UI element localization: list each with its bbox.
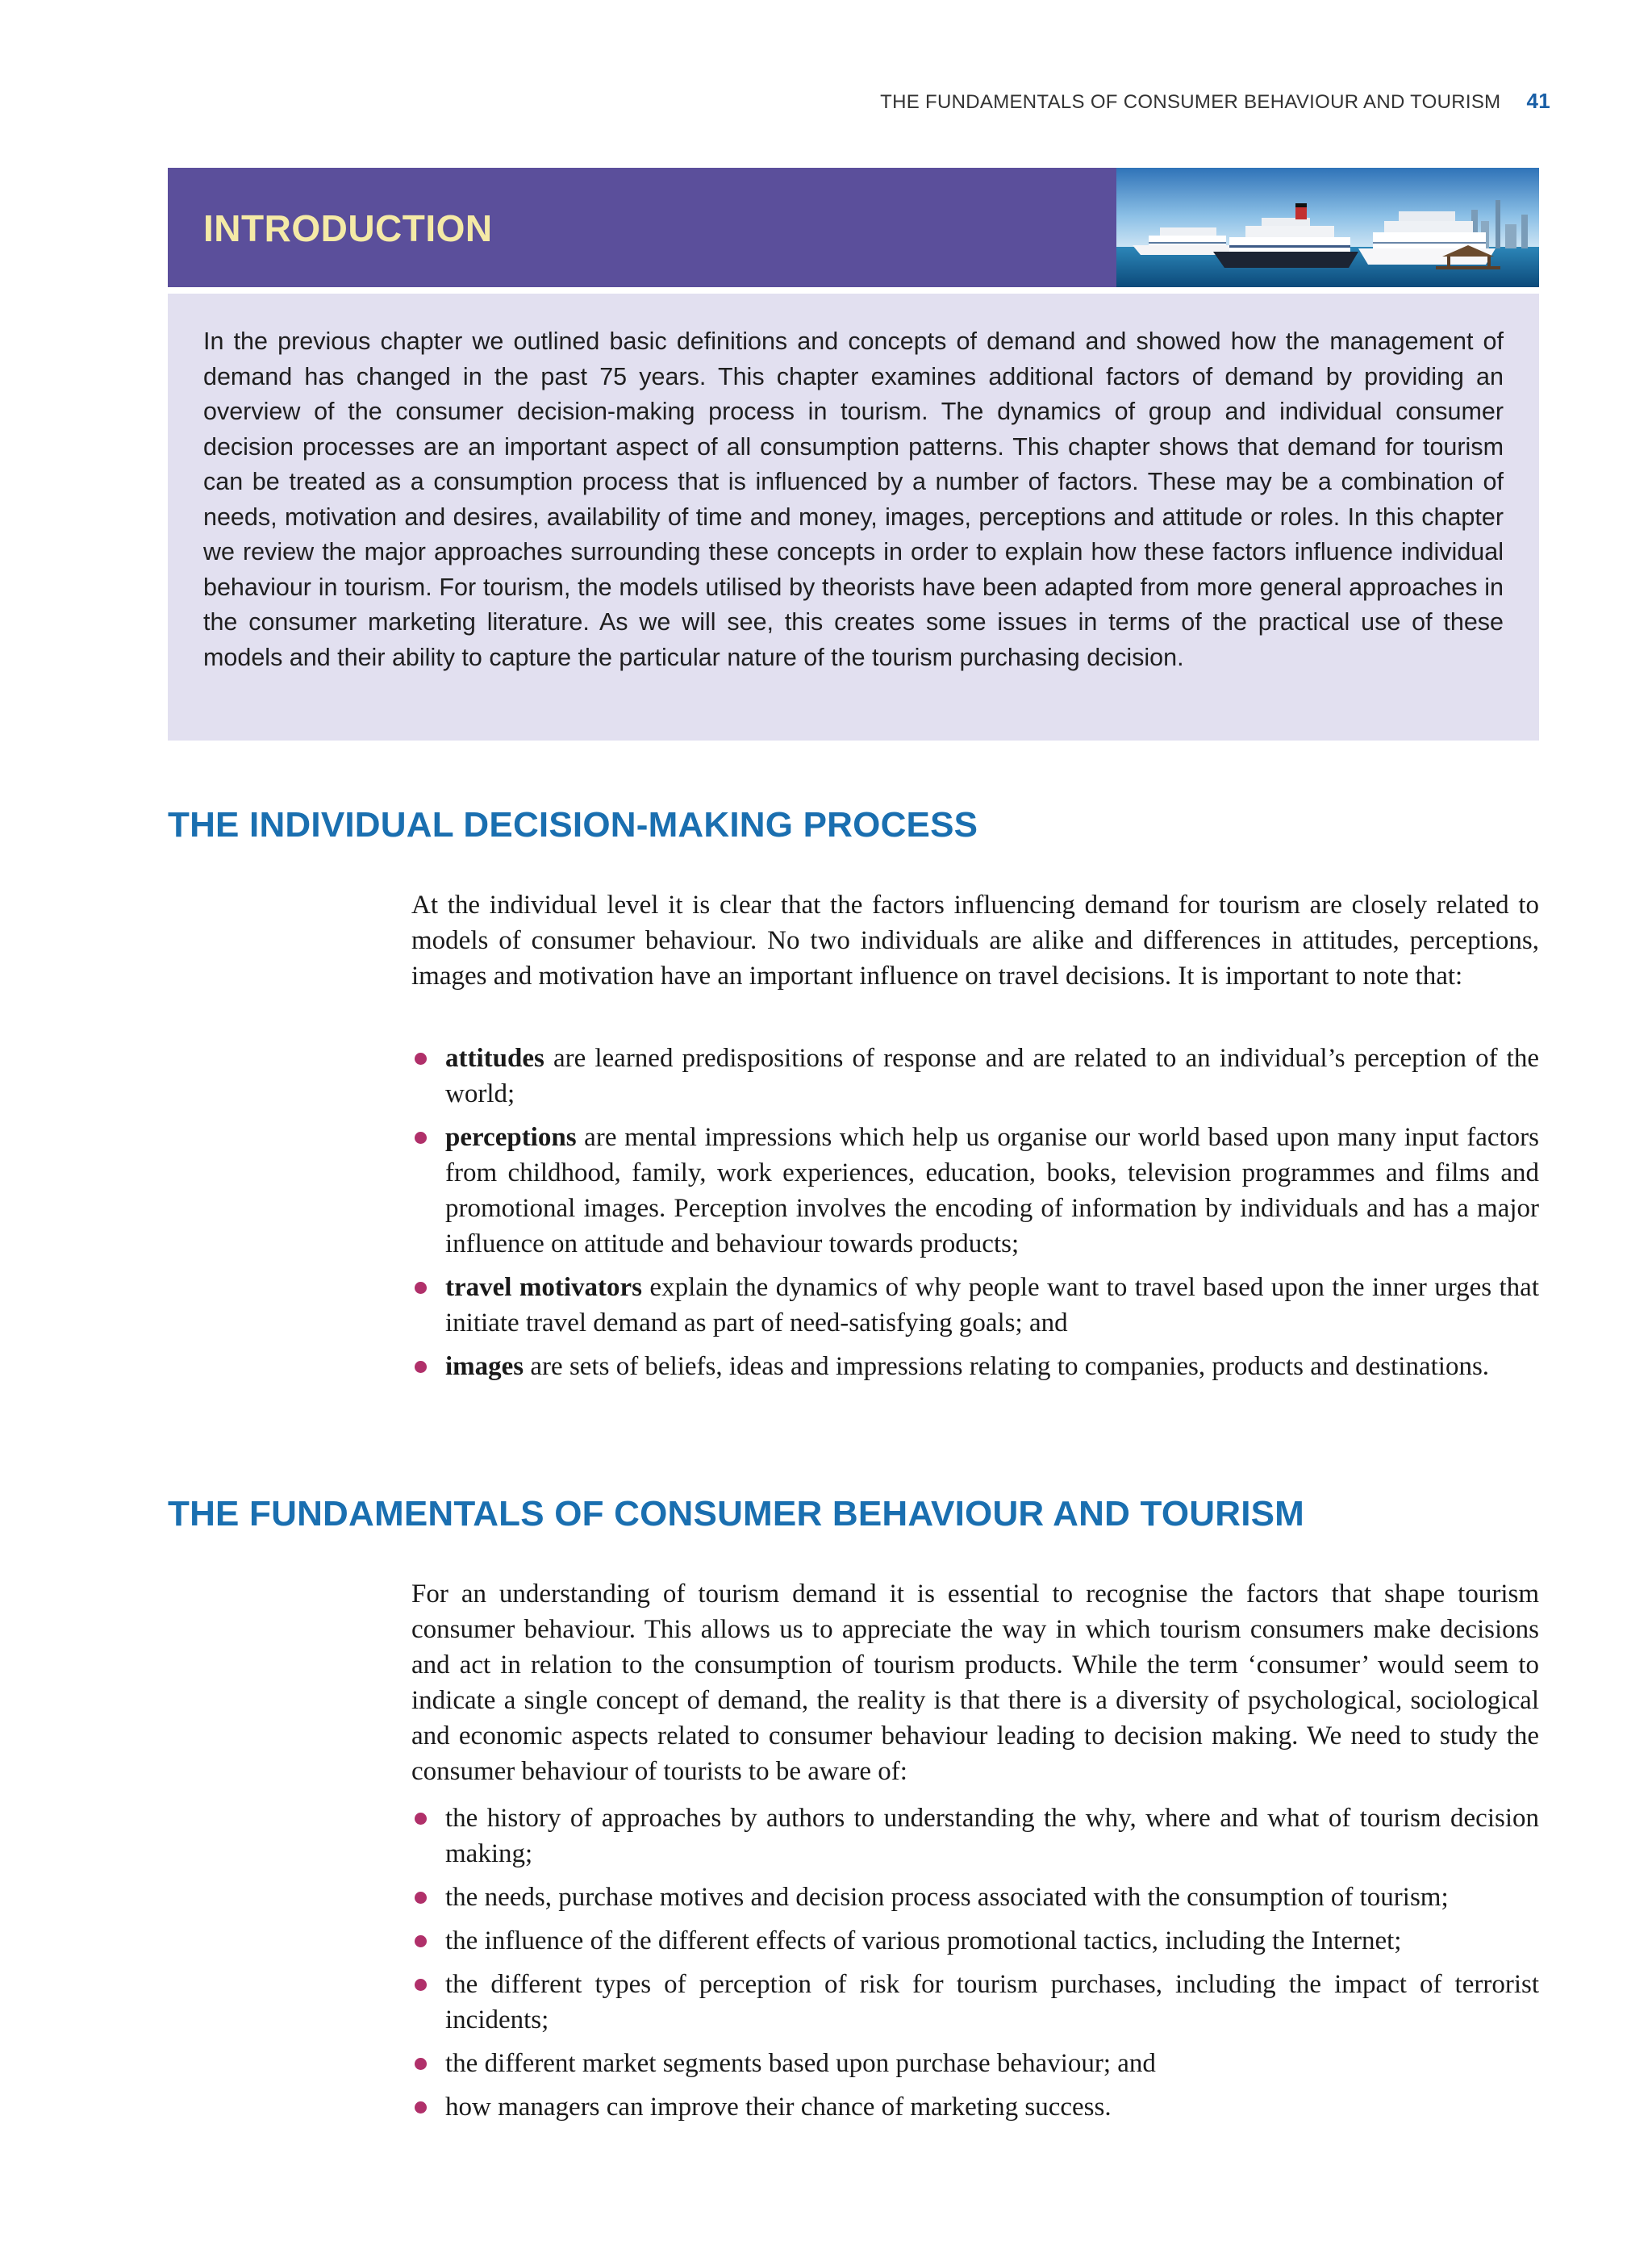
section-heading-fundamentals: THE FUNDAMENTALS OF CONSUMER BEHAVIOUR AND TOURISM — [168, 1494, 1305, 1534]
bullet-dot-icon — [415, 1282, 427, 1294]
list-item — [411, 1923, 1539, 1959]
list-item — [411, 1349, 1539, 1384]
bullet-text: the influence of the different effects of various promotional tactics, including the Internet; — [445, 1926, 1402, 1955]
section1-bullet-list — [411, 1041, 1539, 1392]
bullet-text: the different types of perception of risk for tourism purchases, including the impact of terrorist incidents; — [445, 1970, 1539, 2034]
page-number: 41 — [1526, 89, 1550, 113]
bullet-dot-icon — [415, 1935, 427, 1947]
bullet-text: are mental impressions which help us organise our world based upon many input factors from childhood, family, work experiences, education, books, television programmes and films and promotional images. Perception involves the encoding of information by individuals and has a major influence on attitude and behaviour towards products; — [445, 1123, 1539, 1258]
section2-bullet-list — [411, 1801, 1539, 2133]
running-head-title: THE FUNDAMENTALS OF CONSUMER BEHAVIOUR AND TOURISM — [880, 91, 1501, 113]
bullet-term: perceptions — [445, 1123, 577, 1152]
introduction-box — [168, 294, 1539, 741]
list-item — [411, 1801, 1539, 1872]
bullet-dot-icon — [415, 2058, 427, 2070]
section-heading-individual-decision-making: THE INDIVIDUAL DECISION-MAKING PROCESS — [168, 805, 978, 845]
bullet-text: are learned predispositions of response and are related to an individual’s perception of the world; — [445, 1044, 1539, 1108]
bullet-text: explain the dynamics of why people want to travel based upon the inner urges that initiate travel demand as part of need-satisfying goals; and — [445, 1273, 1540, 1337]
bullet-text: the history of approaches by authors to understanding the why, where and what of tourism decision making; — [445, 1804, 1539, 1868]
list-item — [411, 2046, 1539, 2081]
introduction-banner — [168, 168, 1116, 287]
list-item — [411, 2089, 1539, 2125]
section2-paragraph: For an understanding of tourism demand it is essential to recognise the factors that shape tourism consumer behaviour. This allows us to appreciate the way in which tourism consumers make decisions and act in relation to the consumption of tourism products. While the term ‘consumer’ would seem to indicate a single concept of demand, the reality is that there is a diversity of psychological, sociological and economic aspects related to consumer behaviour leading to decision making. We need to study the consumer behaviour of tourists to be aware of: — [411, 1579, 1539, 1786]
bullet-dot-icon — [415, 2101, 427, 2114]
bullet-text: the different market segments based upon purchase behaviour; and — [445, 2049, 1156, 2078]
bullet-dot-icon — [415, 1979, 427, 1991]
list-item — [411, 1041, 1539, 1112]
bullet-dot-icon — [415, 1813, 427, 1825]
running-head — [880, 89, 1550, 114]
bullet-dot-icon — [415, 1361, 427, 1373]
bullet-text: how managers can improve their chance of marketing success. — [445, 2093, 1112, 2122]
bullet-term: attitudes — [445, 1044, 544, 1073]
bullet-term: travel motivators — [445, 1273, 642, 1302]
list-item — [411, 1270, 1539, 1341]
bullet-dot-icon — [415, 1053, 427, 1065]
list-item — [411, 1120, 1539, 1262]
bullet-dot-icon — [415, 1892, 427, 1904]
list-item — [411, 1880, 1539, 1915]
bullet-text: are sets of beliefs, ideas and impressions relating to companies, products and destinations. — [524, 1352, 1490, 1381]
list-item — [411, 1967, 1539, 2038]
cruise-ships-photo — [1116, 168, 1539, 287]
section1-paragraph: At the individual level it is clear that the factors influencing demand for tourism are closely related to models of consumer behaviour. No two individuals are alike and differences in attitudes, perceptions, images and motivation have an important influence on travel decisions. It is important to note that: — [411, 891, 1539, 991]
bullet-term: images — [445, 1352, 524, 1381]
introduction-heading: INTRODUCTION — [203, 207, 493, 249]
bullet-text: the needs, purchase motives and decision process associated with the consumption of tourism; — [445, 1883, 1449, 1912]
bullet-dot-icon — [415, 1132, 427, 1144]
introduction-text: In the previous chapter we outlined basic definitions and concepts of demand and showed how the management of demand has changed in the past 75 years. This chapter examines additional factors of demand by providing an overview of the consumer decision-making process in tourism. The dynamics of group and individual consumer decision processes are an important aspect of all consumption patterns. This chapter shows that demand for tourism can be treated as a consumption process that is influenced by a number of factors. These may be a combination of needs, motivation and desires, availability of time and money, images, perceptions and attitude or roles. In this chapter we review the major approaches surrounding these concepts in order to explain how these factors influence individual behaviour in tourism. For tourism, the models utilised by theorists have been adapted from more general approaches in the consumer marketing literature. As we will see, this creates some issues in terms of the practical use of these models and their ability to capture the particular nature of the tourism purchasing decision. — [203, 328, 1504, 671]
